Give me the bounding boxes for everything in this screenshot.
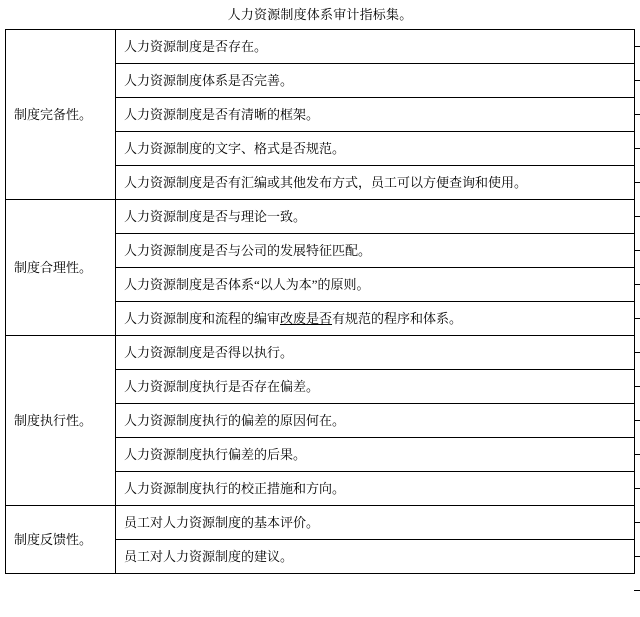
indicator-cell: 人力资源制度是否存在。 — [116, 30, 635, 64]
audit-indicator-table — [5, 29, 635, 574]
edge-mark — [634, 250, 640, 251]
edge-mark — [634, 148, 640, 149]
indicator-cell: 人力资源制度执行的偏差的原因何在。 — [116, 404, 635, 438]
edge-mark — [634, 46, 640, 47]
indicator-text-underlined: 改废是否 — [280, 310, 333, 326]
category-cell: 制度合理性。 — [6, 200, 116, 336]
category-cell: 制度反馈性。 — [6, 506, 116, 574]
indicator-cell: 员工对人力资源制度的基本评价。 — [116, 506, 635, 540]
indicator-cell: 人力资源制度执行偏差的后果。 — [116, 438, 635, 472]
edge-mark — [634, 454, 640, 455]
indicator-cell: 员工对人力资源制度的建议。 — [116, 540, 635, 574]
table-row — [6, 506, 635, 540]
row-edge-marks — [632, 0, 640, 617]
indicator-cell: 人力资源制度是否得以执行。 — [116, 336, 635, 370]
category-cell: 制度执行性。 — [6, 336, 116, 506]
edge-mark — [634, 216, 640, 217]
indicator-cell: 人力资源制度是否与理论一致。 — [116, 200, 635, 234]
table-row — [6, 200, 635, 234]
table-row — [6, 30, 635, 64]
indicator-cell: 人力资源制度的文字、格式是否规范。 — [116, 132, 635, 166]
edge-mark — [634, 114, 640, 115]
edge-mark — [634, 182, 640, 183]
indicator-text-prefix: 人力资源制度和流程的编审 — [124, 310, 281, 326]
page-title: 人力资源制度体系审计指标集。 — [227, 7, 413, 22]
table-row — [6, 336, 635, 370]
indicator-text-suffix: 有规范的程序和体系。 — [332, 310, 463, 326]
indicator-cell: 人力资源制度是否有汇编或其他发布方式，员工可以方便查询和使用。 — [116, 166, 635, 200]
indicator-cell: 人力资源制度执行是否存在偏差。 — [116, 370, 635, 404]
indicator-cell: 人力资源制度是否与公司的发展特征匹配。 — [116, 234, 635, 268]
edge-mark — [634, 522, 640, 523]
edge-mark — [634, 284, 640, 285]
edge-mark — [634, 318, 640, 319]
edge-mark — [634, 420, 640, 421]
indicator-cell-with-underline — [116, 302, 635, 336]
edge-mark — [634, 386, 640, 387]
indicator-cell: 人力资源制度是否体系“以人为本”的原则。 — [116, 268, 635, 302]
indicator-cell: 人力资源制度是否有清晰的框架。 — [116, 98, 635, 132]
indicator-cell: 人力资源制度体系是否完善。 — [116, 64, 635, 98]
edge-mark — [634, 488, 640, 489]
edge-mark — [634, 80, 640, 81]
indicator-cell: 人力资源制度执行的校正措施和方向。 — [116, 472, 635, 506]
edge-mark — [634, 352, 640, 353]
edge-mark — [634, 556, 640, 557]
edge-mark — [634, 590, 640, 591]
category-cell: 制度完备性。 — [6, 30, 116, 200]
